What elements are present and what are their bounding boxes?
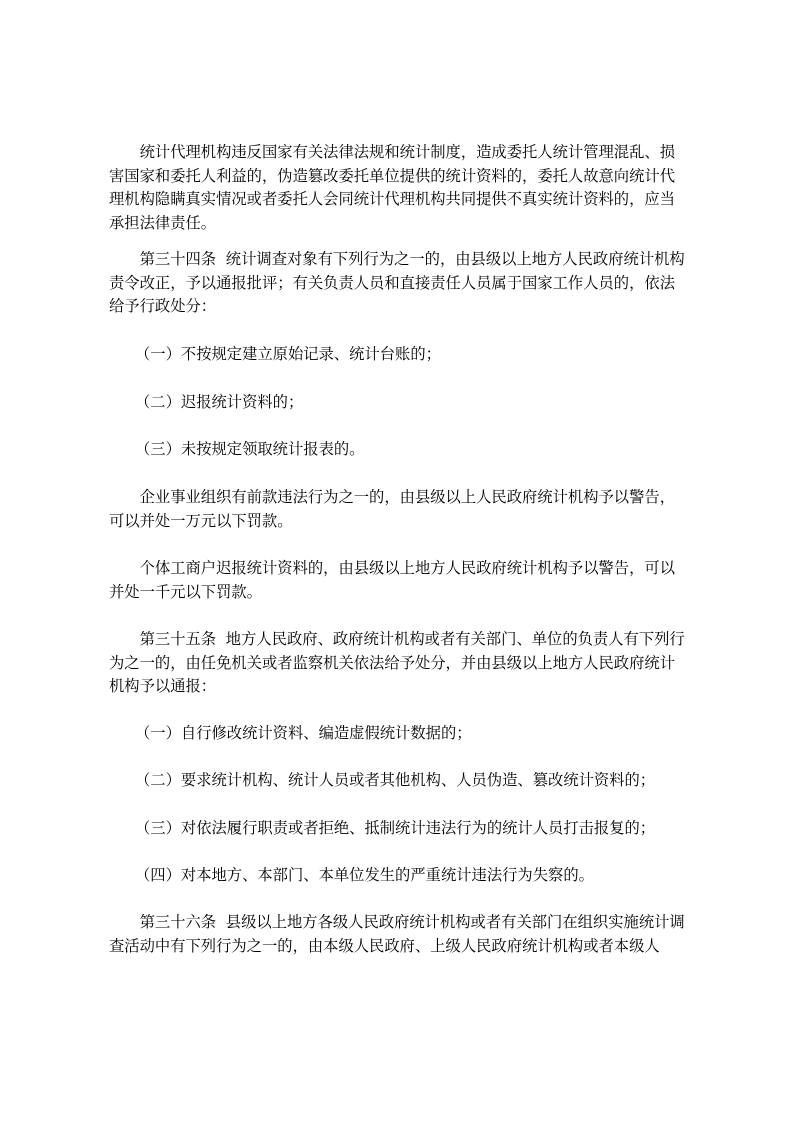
list-item-34-2: （二）迟报统计资料的； <box>135 393 304 411</box>
paragraph-individual-business-penalty: 个体工商户迟报统计资料的，由县级以上地方人民政府统计机构予以警告，可以并处一千元以下罚款。 <box>109 559 675 601</box>
list-item-34-1: （一）不按规定建立原始记录、统计台账的； <box>135 345 441 363</box>
paragraph-article-36: 第三十六条 县级以上地方各级人民政府统计机构或者有关部门在组织实施统计调查活动中有下列行为之一的，由本级人民政府、上级人民政府统计机构或者本级人 <box>109 913 685 955</box>
list-item-35-1: （一）自行修改统计资料、编造虚假统计数据的； <box>135 724 472 742</box>
list-item-34-3: （三）未按规定领取统计报表的。 <box>135 440 365 458</box>
paragraph-article-34: 第三十四条 统计调查对象有下列行为之一的，由县级以上地方人民政府统计机构责令改正，予以通报批评；有关负责人员和直接责任人员属于国家工作人员的，依法给予行政处分： <box>109 250 685 316</box>
paragraph-article-35: 第三十五条 地方人民政府、政府统计机构或者有关部门、单位的负责人有下列行为之一的，由任免机关或者监察机关依法给予处分，并由县级以上地方人民政府统计机构予以通报： <box>109 630 685 696</box>
list-item-35-4: （四）对本地方、本部门、本单位发生的严重统计违法行为失察的。 <box>135 866 594 884</box>
paragraph-statistical-agency-liability: 统计代理机构违反国家有关法律法规和统计制度，造成委托人统计管理混乱、损害国家和委托人利益的，伪造篡改委托单位提供的统计资料的，委托人故意向统计代理机构隐瞒真实情况或者委托人会同统计代理机构共同提供不真实统计资料的，应当承担法律责任。 <box>109 143 675 232</box>
paragraph-enterprise-penalty: 企业事业组织有前款违法行为之一的，由县级以上人民政府统计机构予以警告，可以并处一万元以下罚款。 <box>109 488 675 530</box>
list-item-35-3: （三）对依法履行职责或者拒绝、抵制统计违法行为的统计人员打击报复的； <box>135 819 656 837</box>
list-item-35-2: （二）要求统计机构、统计人员或者其他机构、人员伪造、篡改统计资料的； <box>135 771 656 789</box>
